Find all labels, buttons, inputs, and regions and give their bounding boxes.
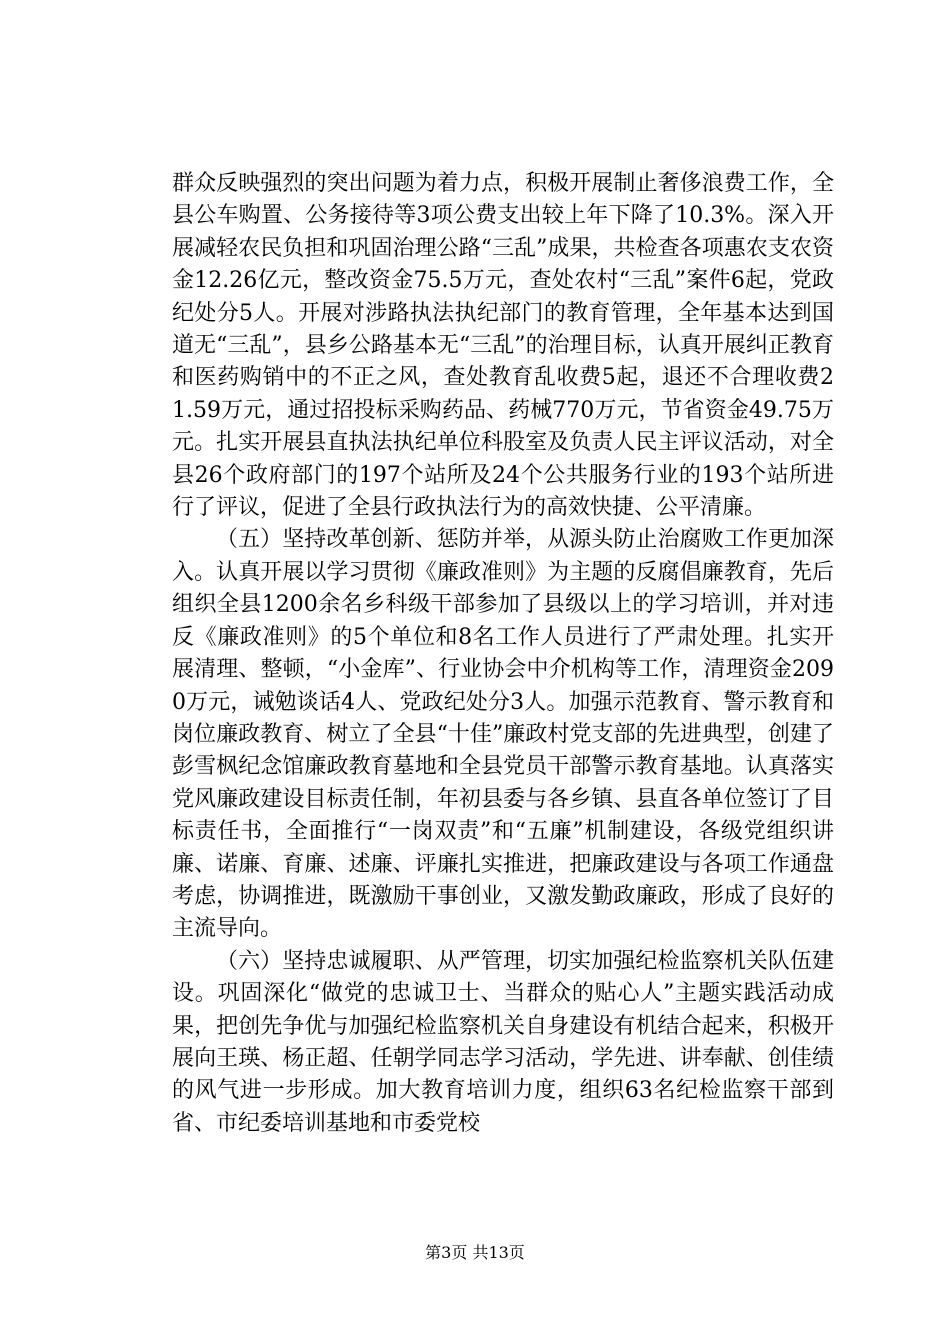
page-footer bbox=[0, 1243, 950, 1263]
paragraph-2: （五）坚持改革创新、惩防并举，从源头防止治腐败工作更加深入。认真开展以学习贯彻《廉政准则》为主题的反腐倡廉教育，先后组织全县1200余名乡科级干部参加了县级以上的学习培训，并对违反《廉政准则》的5个单位和8名工作人员进行了严肃处理。扎实开展清理、整顿，“小金库”、行业协会中介机构等工作，清理资金2090万元，诫勉谈话4人、党政纪处分3人。加强示范教育、警示教育和岗位廉政教育、树立了全县“十佳”廉政村党支部的先进典型，创建了彭雪枫纪念馆廉政教育墓地和全县党员干部警示教育基地。认真落实党风廉政建设目标责任制，年初县委与各乡镇、县直各单位签订了目标责任书，全面推行“一岗双责”和“五廉”机制建设，各级党组织讲廉、诺廉、育廉、述廉、评廉扎实推进，把廉政建设与各项工作通盘考虑，协调推进，既激励干事创业，又激发勤政廉政，形成了良好的主流导向。 bbox=[172, 527, 834, 942]
paragraph-3: （六）坚持忠诚履职、从严管理，切实加强纪检监察机关队伍建设。巩固深化“做党的忠诚卫士、当群众的贴心人”主题实践活动成果，把创先争优与加强纪检监察机关自身建设有机结合起来，积极开展向王瑛、杨正超、任朝学同志学习活动，学先进、讲奉献、创佳绩的风气进一步形成。加大教育培训力度，组织63名纪检监察干部到省、市纪委培训基地和市委党校 bbox=[172, 948, 834, 1136]
document-body bbox=[172, 168, 834, 1140]
page-number-label: 第3页 共13页 bbox=[425, 1243, 525, 1262]
paragraph-1: 群众反映强烈的突出问题为着力点，积极开展制止奢侈浪费工作，全县公车购置、公务接待等3项公费支出较上年下降了10.3%。深入开展减轻农民负担和巩固治理公路“三乱”成果，共检查各项惠农支农资金12.26亿元，整改资金75.5万元，查处农村“三乱”案件6起，党政纪处分5人。开展对涉路执法执纪部门的教育管理，全年基本达到国道无“三乱”，县乡公路基本无“三乱”的治理目标，认真开展纠正教育和医药购销中的不正之风，查处教育乱收费5起，退还不合理收费21.59万元，通过招投标采购药品、药械770万元，节省资金49.75万元。扎实开展县直执法执纪单位科股室及负责人民主评议活动，对全县26个政府部门的197个站所及24个公共服务行业的193个站所进行了评议，促进了全县行政执法行为的高效快捷、公平清廉。 bbox=[172, 171, 834, 521]
